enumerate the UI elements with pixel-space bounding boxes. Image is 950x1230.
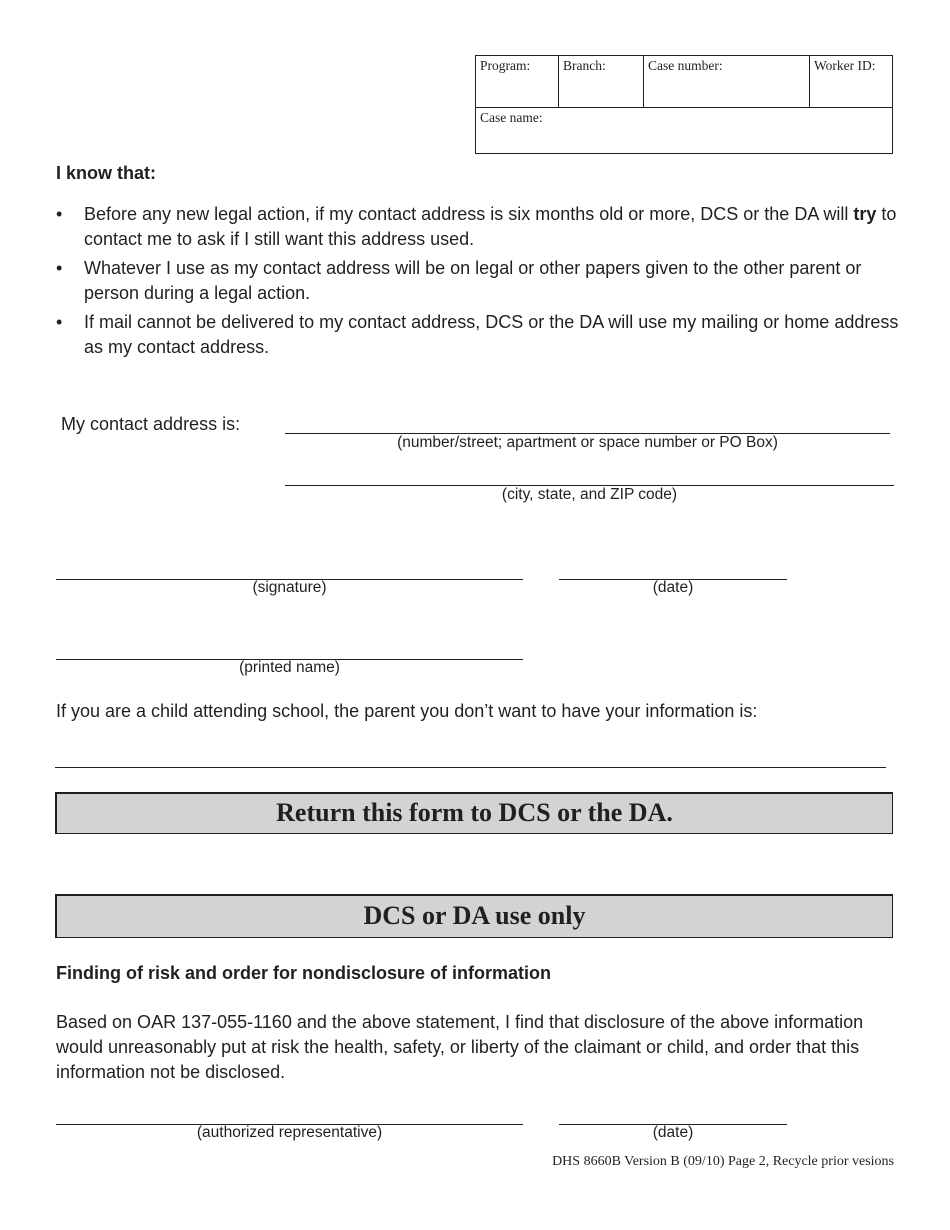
case-name-label: Case name: [480, 110, 543, 125]
return-banner: Return this form to DCS or the DA. [55, 792, 893, 834]
branch-label: Branch: [563, 58, 606, 73]
program-label: Program: [480, 58, 531, 73]
printed-name-caption: (printed name) [239, 659, 340, 676]
bullet-text: Before any new legal action, if my contact address is six months old or more, DCS or the DA will try to contact me to ask if I still want this address used. [84, 204, 897, 249]
parent-name-field[interactable] [55, 767, 886, 768]
bullet-symbol: • [56, 312, 63, 332]
worker-id-label: Worker ID: [814, 58, 876, 73]
form-footer: DHS 8660B Version B (09/10) Page 2, Recycle prior vesions [552, 1154, 894, 1169]
finding-heading: Finding of risk and order for nondisclosure of information [56, 963, 552, 983]
case-number-label: Case number: [648, 58, 723, 73]
city-caption: (city, state, and ZIP code) [501, 486, 678, 503]
case-number-field[interactable] [644, 56, 809, 107]
case-name-field[interactable] [476, 108, 892, 154]
bullet-text: Whatever I use as my contact address will be on legal or other papers given to the other parent or person during a legal action. [84, 258, 862, 303]
program-field[interactable] [476, 56, 558, 107]
list-item [56, 310, 906, 360]
authorized-caption: (authorized representative) [196, 1124, 383, 1141]
bullet-symbol: • [56, 258, 63, 278]
bullet-symbol: • [56, 204, 63, 224]
date-caption: (date) [652, 579, 694, 596]
list-item [56, 202, 906, 252]
date-caption: (date) [652, 1124, 694, 1141]
contact-address-label: My contact address is: [61, 414, 241, 434]
worker-id-field[interactable] [810, 56, 894, 107]
know-heading: I know that: [56, 163, 156, 183]
finding-text: Based on OAR 137-055-1160 and the above statement, I find that disclosure of the above information would unreasonably put at risk the health, safety, or liberty of the claimant or child, and order that this information not be disclosed. [56, 1012, 864, 1082]
office-use-banner: DCS or DA use only [55, 894, 893, 938]
list-item [56, 256, 906, 306]
signature-caption: (signature) [252, 579, 327, 596]
street-caption: (number/street; apartment or space number or PO Box) [397, 434, 778, 451]
case-info-box [475, 55, 893, 154]
child-statement: If you are a child attending school, the parent you don’t want to have your information is: [56, 701, 758, 721]
branch-field[interactable] [559, 56, 643, 107]
bullet-text: If mail cannot be delivered to my contact address, DCS or the DA will use my mailing or home address as my contact address. [84, 312, 899, 357]
